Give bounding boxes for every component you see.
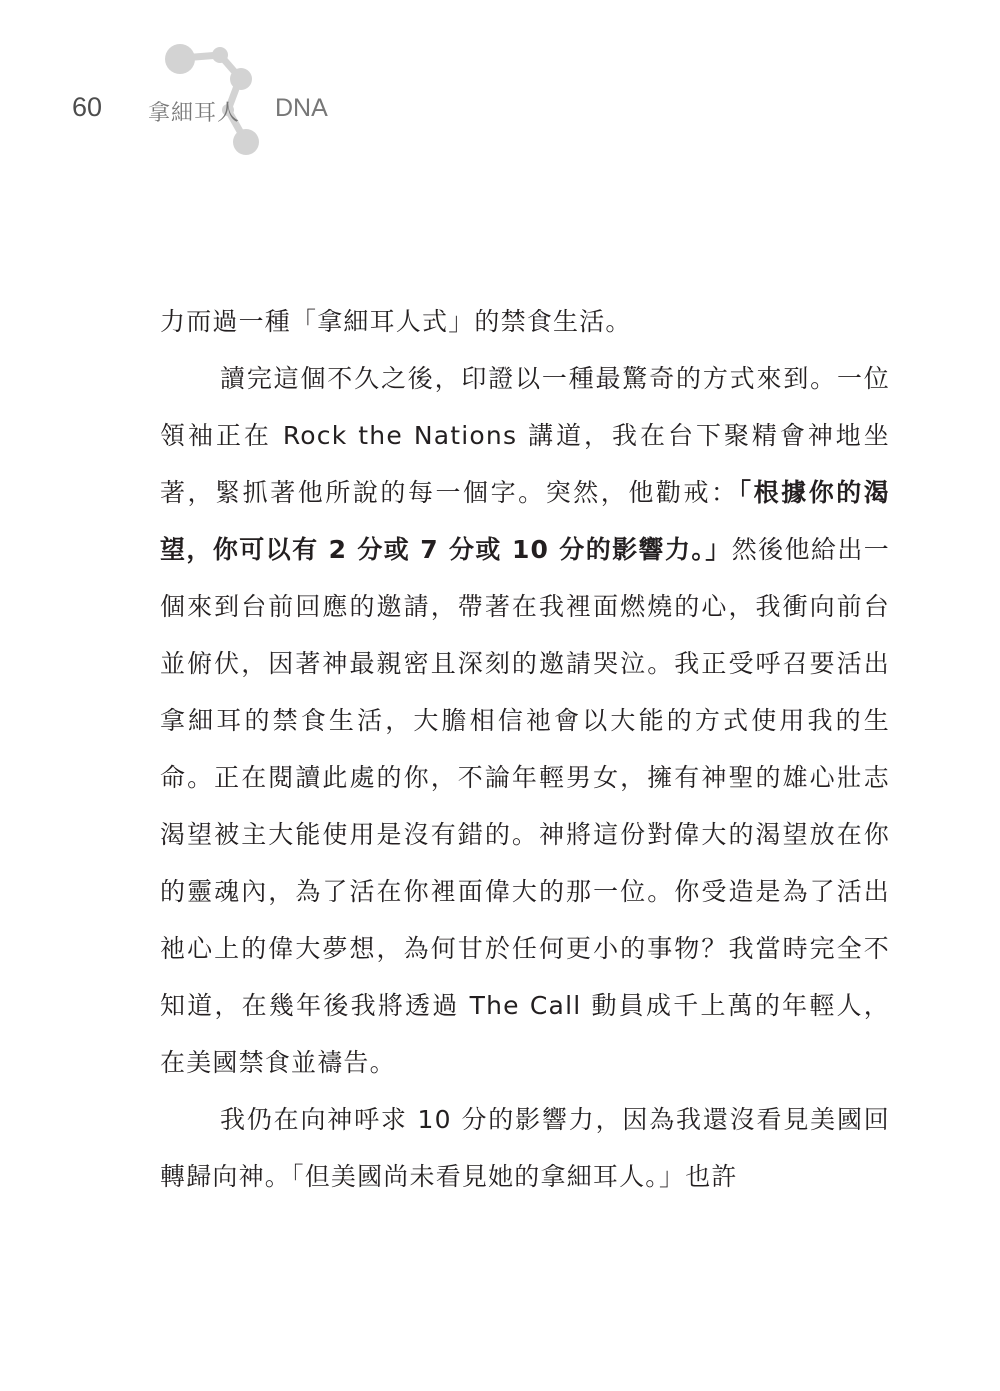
paragraph-2-text-b: 然後他給出一個來到台前回應的邀請，帶著在我裡面燃燒的心，我衝向前台並俯伏，因著神最親密且深刻的邀請哭泣。我正受呼召要活出拿細耳的禁食生活，大膽相信祂會以大能的方式使用我的生命。正在閱讀此處的你，不論年輕男女，擁有神聖的雄心壯志渴望被主大能使用是沒有錯的。神將這份對偉大的渴望放在你的靈魂內，為了活在你裡面偉大的那一位。你受造是為了活出祂心上的偉大夢想，為何甘於任何更小的事物？我當時完全不知道，在幾年後我將透過 The Call 動員成千上萬的年輕人，在美國禁食並禱告。 (160, 535, 890, 1077)
body-text (160, 293, 890, 1205)
book-subtitle: DNA (275, 94, 328, 122)
paragraph-3: 我仍在向神呼求 10 分的影響力，因為我還沒看見美國回轉歸向神。「但美國尚未看見她的拿細耳人。」也許 (160, 1105, 890, 1191)
page-number: 60 (72, 92, 103, 122)
page-header (0, 0, 1000, 170)
paragraph-1: 力而過一種「拿細耳人式」的禁食生活。 (160, 307, 632, 336)
paragraph-2 (160, 350, 890, 1091)
paragraph-2-text-a: 讀完這個不久之後，印證以一種最驚奇的方式來到。一位領袖正在 Rock the Nations 講道，我在台下聚精會神地坐著，緊抓著他所說的每一個字。突然，他勸戒： (160, 364, 890, 507)
book-title: 拿細耳人 (148, 101, 241, 126)
dna-molecule-icon (140, 30, 270, 160)
emphasized-quote: 「根據你的渴望，你可以有 2 分或 7 分或 10 分的影響力。」 (160, 478, 890, 564)
